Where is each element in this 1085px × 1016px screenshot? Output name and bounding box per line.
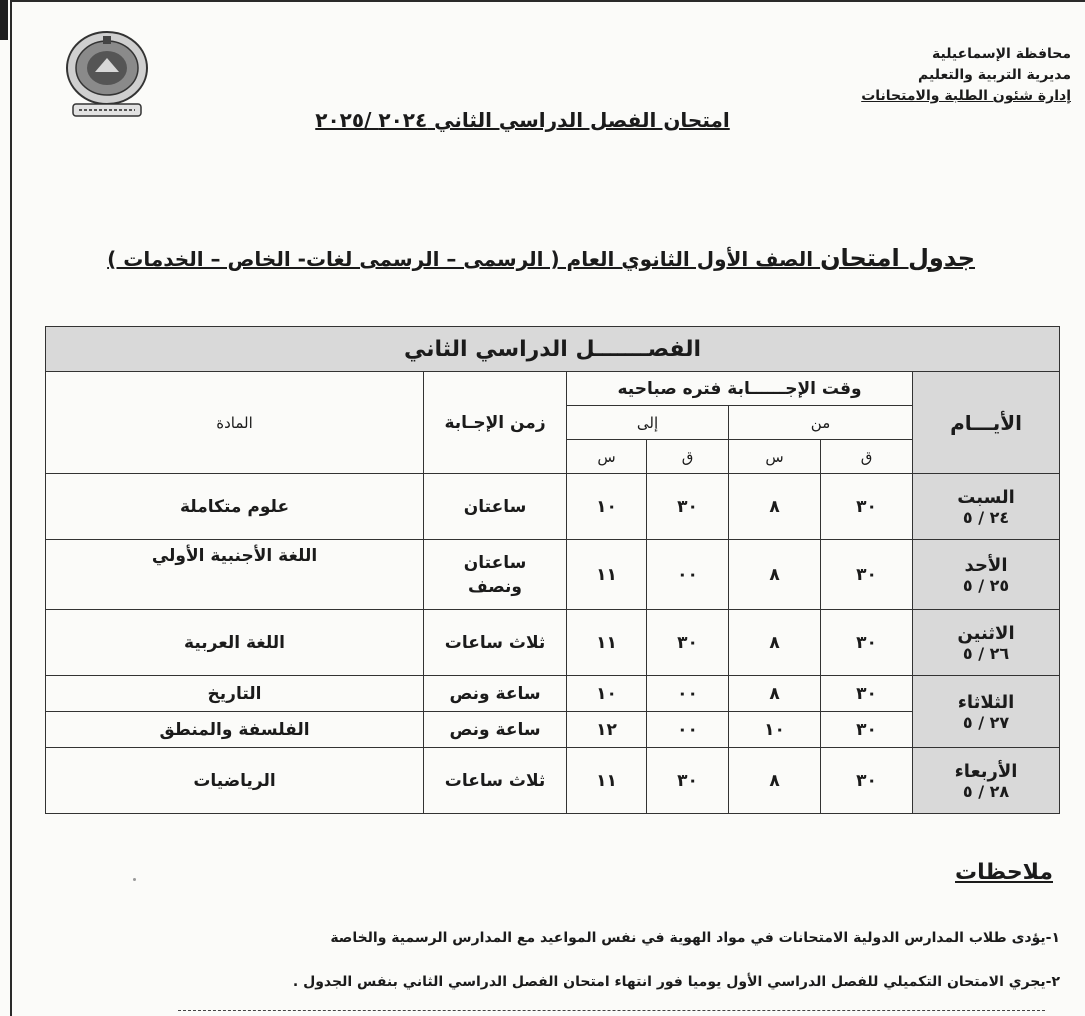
header-answer-time: وقت الإجــــــابة فتره صباحيه xyxy=(567,372,913,406)
day-date: ٢٨ / ٥ xyxy=(962,781,1010,801)
day-cell xyxy=(913,676,1060,748)
table-row xyxy=(46,712,1060,748)
schedule-title-lead: جدول امتحان xyxy=(820,244,975,272)
day-name: الأربعاء xyxy=(954,760,1018,782)
from-minutes: ٣٠ xyxy=(821,748,913,814)
from-minutes: ٣٠ xyxy=(821,676,913,712)
header-to-minutes: ق xyxy=(647,440,729,474)
day-name: السبت xyxy=(957,486,1015,508)
from-hours: ٨ xyxy=(729,676,821,712)
day-cell xyxy=(913,610,1060,676)
header-subject: المادة xyxy=(46,372,424,474)
to-minutes: ٠٠ xyxy=(647,712,729,748)
table-row xyxy=(46,748,1060,814)
from-minutes: ٣٠ xyxy=(821,474,913,540)
to-hours: ١١ xyxy=(567,540,647,610)
to-hours: ١١ xyxy=(567,748,647,814)
day-name: الثلاثاء xyxy=(957,691,1015,713)
schedule-title xyxy=(107,244,975,272)
department-name: إدارة شئون الطلبة والامتحانات xyxy=(861,88,1071,104)
day-name: الاثنين xyxy=(957,622,1015,644)
header-days: الأيـــام xyxy=(913,372,1060,474)
page-top-border xyxy=(10,0,1085,8)
from-hours: ٨ xyxy=(729,610,821,676)
subject: التاريخ xyxy=(46,676,424,712)
subject: اللغة الأجنبية الأولي xyxy=(46,540,424,610)
table-row xyxy=(46,676,1060,712)
duration: ساعة ونص xyxy=(424,712,567,748)
directorate-name: مديرية التربية والتعليم xyxy=(918,67,1071,83)
to-minutes: ٣٠ xyxy=(647,748,729,814)
governorate-name: محافظة الإسماعيلية xyxy=(931,46,1071,62)
exam-schedule-table xyxy=(45,326,1060,814)
header-duration: زمن الإجـابة xyxy=(424,372,567,474)
page-corner-mark xyxy=(0,0,8,40)
table-row xyxy=(46,610,1060,676)
speck xyxy=(133,878,136,881)
day-date: ٢٧ / ٥ xyxy=(962,712,1010,732)
page-left-border xyxy=(10,0,12,1016)
header-to-hours: س xyxy=(567,440,647,474)
to-minutes: ٠٠ xyxy=(647,676,729,712)
to-hours: ١١ xyxy=(567,610,647,676)
duration: ثلاث ساعات xyxy=(424,610,567,676)
header-to: إلى xyxy=(567,406,729,440)
ministry-logo-icon xyxy=(57,28,157,123)
duration: ساعة ونص xyxy=(424,676,567,712)
day-date: ٢٤ / ٥ xyxy=(962,507,1010,527)
schedule-title-rest: الصف الأول الثانوي العام ( الرسمى – الرسمى لغات- الخاص – الخدمات ) xyxy=(107,247,821,271)
duration: ثلاث ساعات xyxy=(424,748,567,814)
day-name: الأحد xyxy=(964,554,1008,576)
header-from-hours: س xyxy=(729,440,821,474)
day-cell xyxy=(913,540,1060,610)
day-cell xyxy=(913,474,1060,540)
subject: الرياضيات xyxy=(46,748,424,814)
semester-banner: الفصـــــــل الدراسي الثاني xyxy=(46,327,1060,372)
to-hours: ١٢ xyxy=(567,712,647,748)
from-minutes: ٣٠ xyxy=(821,540,913,610)
day-date: ٢٥ / ٥ xyxy=(962,575,1010,595)
header-from-minutes: ق xyxy=(821,440,913,474)
subject: الفلسفة والمنطق xyxy=(46,712,424,748)
header-from: من xyxy=(729,406,913,440)
to-minutes: ٣٠ xyxy=(647,610,729,676)
issuer-header xyxy=(811,44,1071,107)
exam-title: امتحان الفصل الدراسي الثاني ٢٠٢٤ /٢٠٢٥ xyxy=(315,108,730,132)
from-minutes: ٣٠ xyxy=(821,712,913,748)
from-minutes: ٣٠ xyxy=(821,610,913,676)
notes-title: ملاحظات xyxy=(955,860,1053,885)
to-minutes: ٠٠ xyxy=(647,540,729,610)
subject: علوم متكاملة xyxy=(46,474,424,540)
day-cell xyxy=(913,748,1060,814)
table-row xyxy=(46,474,1060,540)
duration: ساعتان ونصف xyxy=(424,540,567,610)
note-item: ١-يؤدى طلاب المدارس الدولية الامتحانات في مواد الهوية في نفس المواعيد مع المدارس الرسمية والخاصة xyxy=(330,930,1060,946)
to-hours: ١٠ xyxy=(567,676,647,712)
subject: اللغة العربية xyxy=(46,610,424,676)
dashed-divider xyxy=(178,1010,1045,1011)
duration: ساعتان xyxy=(424,474,567,540)
table-row xyxy=(46,540,1060,610)
from-hours: ٨ xyxy=(729,540,821,610)
from-hours: ٨ xyxy=(729,748,821,814)
from-hours: ٨ xyxy=(729,474,821,540)
from-hours: ١٠ xyxy=(729,712,821,748)
to-minutes: ٣٠ xyxy=(647,474,729,540)
note-item: ٢-يجري الامتحان التكميلي للفصل الدراسي الأول يوميا فور انتهاء امتحان الفصل الدراسي الثاني بنفس الجدول . xyxy=(292,974,1060,990)
to-hours: ١٠ xyxy=(567,474,647,540)
day-date: ٢٦ / ٥ xyxy=(962,643,1010,663)
